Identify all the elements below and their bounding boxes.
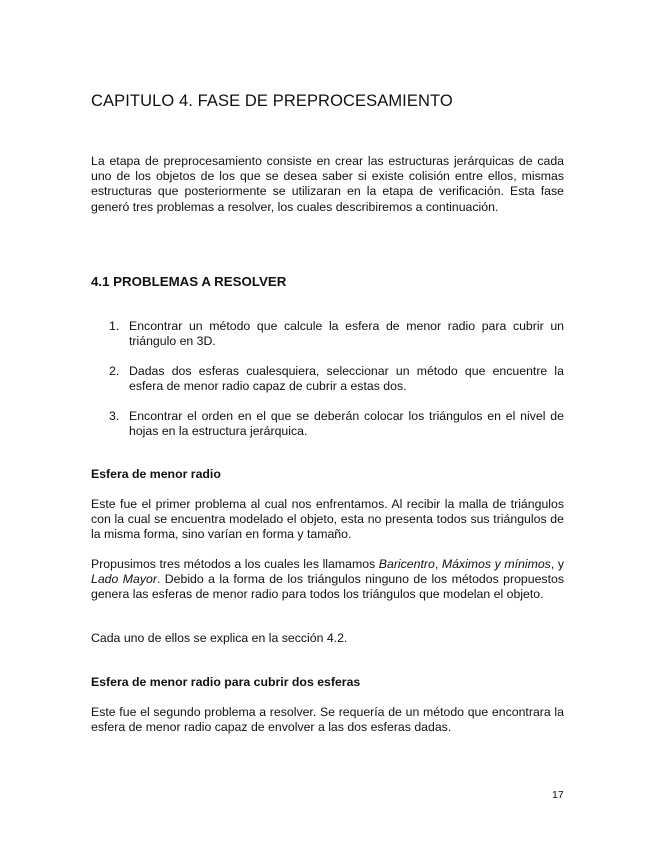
subsection-title-two-spheres: Esfera de menor radio para cubrir dos esferas [91,675,361,689]
subsection1-paragraph-2 [91,557,564,603]
section-title: 4.1 PROBLEMAS A RESOLVER [91,274,287,289]
subsection1-paragraph-3: Cada uno de ellos se explica en la sección 4.2. [91,631,348,645]
text-run: , [434,557,442,571]
list-item-number: 1. [109,319,120,333]
subsection-title-smallest-sphere: Esfera de menor radio [91,467,221,481]
list-item [91,319,564,349]
subsection2-paragraph-1: Este fue el segundo problema a resolver. Se requería de un método que encontrara la esfera de menor radio capaz de envolver a las dos esferas dadas. [91,705,564,735]
list-item-text: Encontrar un método que calcule la esfera de menor radio para cubrir un triángulo en 3D. [129,319,564,349]
chapter-intro-paragraph: La etapa de preprocesamiento consiste en crear las estructuras jerárquicas de cada uno de los objetos de los que se desea saber si existe colisión entre ellos, mismas estructuras que posteriormente se utilizaran en la etapa de verificación. Esta fase generó tres problemas a resolver, los cuales describiremos a continuación. [91,154,564,214]
list-item [91,364,564,394]
list-item [91,409,564,439]
chapter-title: CAPITULO 4. FASE DE PREPROCESAMIENTO [91,92,453,110]
list-item-number: 3. [109,409,120,423]
method-name-maximos-minimos: Máximos y mínimos [441,557,551,571]
text-run: , y [550,557,565,571]
method-name-lado-mayor: Lado Mayor [91,572,157,587]
text-run: Propusimos tres métodos a los cuales les llamamos [91,557,379,571]
list-item-number: 2. [109,364,120,378]
list-item-text: Dadas dos esferas cualesquiera, seleccionar un método que encuentre la esfera de menor radio capaz de cubrir a estas dos. [129,364,564,394]
problem-list [91,319,564,454]
method-name-baricentro: Baricentro [378,557,435,571]
subsection1-paragraph-1: Este fue el primer problema al cual nos enfrentamos. Al recibir la malla de triángulos con la cual se encuentra modelado el objeto, esta no presenta todos sus triángulos de la misma forma, sino varían en forma y tamaño. [91,497,564,542]
page-number: 17 [552,789,564,801]
text-run: . Debido a la forma de los triángulos ninguno de los métodos propuestos genera las esferas de menor radio para todos los triángulos que modelan el objeto. [91,572,564,602]
list-item-text: Encontrar el orden en el que se deberán colocar los triángulos en el nivel de hojas en la estructura jerárquica. [129,409,564,439]
